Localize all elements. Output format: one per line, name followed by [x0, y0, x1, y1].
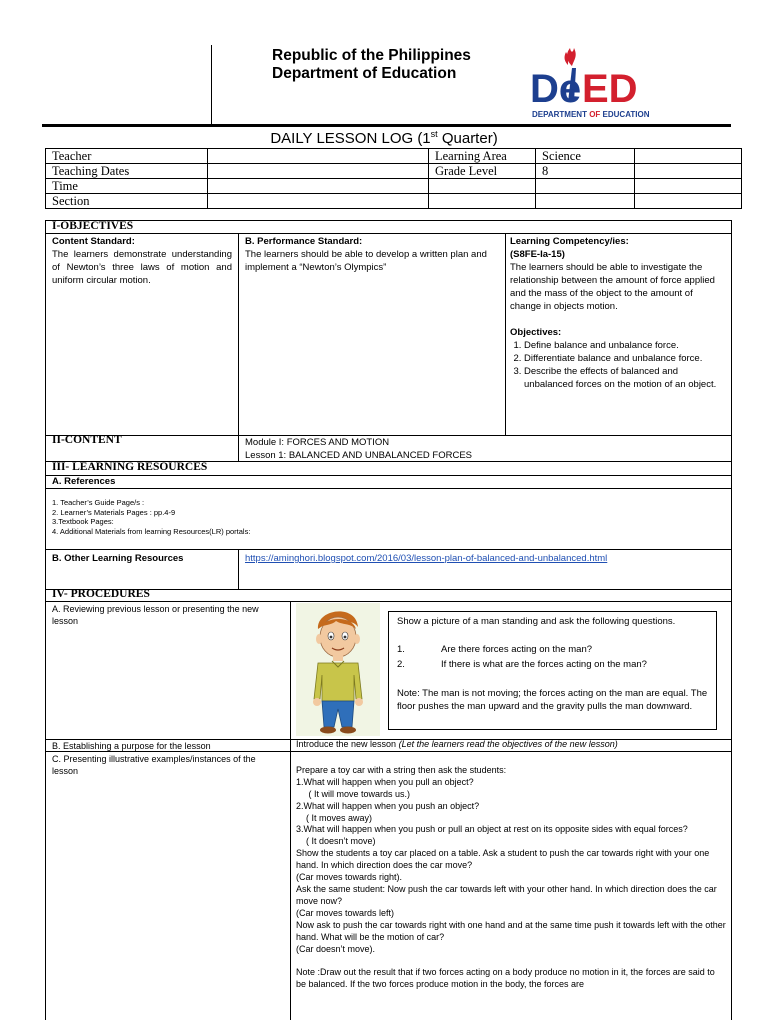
question-2: If there is what are the forces acting on the man?: [441, 659, 647, 670]
header-divider: [211, 45, 212, 127]
performance-standard: [245, 235, 500, 274]
area-label: Learning Area: [429, 149, 536, 164]
list-item: 2. Learner’s Materials Pages : pp.4-9: [52, 507, 176, 517]
performance-standard-text: The learners should be able to develop a written plan and implement a “Newton’s Olympics”: [245, 249, 487, 273]
teacher-value: [208, 149, 429, 164]
section-label: Section: [46, 194, 208, 209]
text-line: [296, 955, 726, 967]
info-table: [45, 148, 742, 209]
question-2-number: 2.: [397, 659, 405, 670]
competency-text: The learners should be able to investigate the relationship between the amount of force applied and the mass of the object to the amount of change in objects motion.: [510, 262, 715, 312]
learning-competency: [510, 235, 724, 391]
performance-standard-title: B. Performance Standard:: [245, 236, 363, 247]
dates-label: Teaching Dates: [46, 164, 208, 179]
references-list: [52, 498, 250, 536]
content-standard-text: The learners demonstrate understanding of Newton’s three laws of motion and uniform circular motion.: [52, 249, 232, 286]
text-line: (Car doesn’t move).: [296, 943, 376, 954]
resources-heading: III- LEARNING RESOURCES: [52, 461, 208, 473]
text-line: 1.What will happen when you pull an object?: [296, 776, 474, 787]
text-line: (Car moves towards left): [296, 907, 395, 918]
header-rule: [42, 124, 731, 127]
grade-value: 8: [536, 164, 635, 179]
time-label: Time: [46, 179, 208, 194]
references-title: A. References: [52, 476, 116, 487]
section-value: [208, 194, 429, 209]
competency-code: (S8FE-Ia-15): [510, 249, 565, 260]
procedure-a-label: A. Reviewing previous lesson or presenting the new lesson: [52, 604, 259, 626]
procedure-c-text: [296, 753, 729, 1003]
text-line: Note :Draw out the result that if two forces acting on a body produce no motion in it, the forces are said to be balanced. If the two forces produce motion in the body, the forces are: [296, 967, 718, 990]
text-line: ( It moves away): [296, 812, 373, 823]
deped-logo: [530, 42, 670, 122]
logo-subtitle: DEPARTMENT OF EDUCATION: [532, 110, 650, 119]
content-lesson: Lesson 1: BALANCED AND UNBALANCED FORCES: [245, 450, 473, 461]
republic-text: Republic of the Philippines: [272, 47, 471, 64]
dates-value: [208, 164, 429, 179]
procedure-b-text: Introduce the new lesson (Let the learners read the objectives of the new lesson): [296, 739, 618, 749]
department-text: Department of Education: [272, 65, 457, 82]
list-item: 1. Teacher’s Guide Page/s :: [52, 498, 145, 507]
teacher-label: Teacher: [46, 149, 208, 164]
text-line: 3.What will happen when you push or pull an object at rest on its opposite sides with equal forces?: [296, 824, 688, 835]
text-line: ( It doesn’t move): [296, 836, 376, 847]
text-line: Prepare a toy car with a string then ask the students:: [296, 764, 507, 775]
procedure-b-label: B. Establishing a purpose for the lesson: [52, 741, 211, 751]
text-line: Now ask to push the car towards right with one hand and at the same time push it towards left with the other hand. What will be the motion of car?: [296, 919, 729, 942]
man-standing-image: [296, 603, 380, 736]
text-line: Ask the same student: Now push the car towards left with your other hand. In which direction does the car move now?: [296, 883, 720, 906]
svg-text:ED: ED: [582, 67, 638, 111]
list-item: 1. Define balance and unbalance force.: [524, 339, 724, 352]
objectives-list: [510, 339, 724, 391]
question-1-number: 1.: [397, 644, 405, 655]
svg-text:De: De: [530, 67, 582, 111]
other-resources-title: B. Other Learning Resources: [52, 553, 184, 564]
text-line: ( It will move towards us.): [296, 788, 411, 799]
procedure-c-label: C. Presenting illustrative examples/instances of the lesson: [52, 754, 256, 776]
question-intro: Show a picture of a man standing and ask the following questions.: [397, 616, 676, 627]
area-value: Science: [536, 149, 635, 164]
question-box: [388, 611, 717, 730]
content-standard: [52, 235, 232, 287]
question-1: Are there forces acting on the man?: [441, 644, 593, 655]
competency-title: Learning Competency/ies:: [510, 236, 629, 247]
time-value: [208, 179, 429, 194]
question-note: Note: The man is not moving; the forces acting on the man are equal. The floor pushes the man upward and the gravity pulls the man downward.: [397, 688, 708, 713]
content-standard-title: Content Standard:: [52, 236, 135, 247]
other-resources-link[interactable]: https://aminghori.blogspot.com/2016/03/lesson-plan-of-balanced-and-unbalanced.html: [245, 553, 608, 564]
list-item: 3.Textbook Pages:: [52, 517, 114, 526]
procedures-heading: IV- PROCEDURES: [52, 588, 150, 600]
text-line: Show the students a toy car placed on a table. Ask a student to push the car towards right with your one hand. In which direction does the car move?: [296, 848, 712, 871]
list-item: 3. Describe the effects of balanced and unbalanced forces on the motion of an object.: [524, 365, 724, 391]
content-module: Module I: FORCES AND MOTION: [245, 437, 390, 448]
page-title: DAILY LESSON LOG (1st Quarter): [270, 129, 498, 147]
list-item: 4. Additional Materials from learning Resources(LR) portals:: [52, 526, 251, 536]
list-item: 2. Differentiate balance and unbalance force.: [524, 352, 724, 365]
objectives-title: Objectives:: [510, 327, 562, 338]
text-line: 2.What will happen when you push an object?: [296, 800, 480, 811]
text-line: (Car moves towards right).: [296, 872, 403, 883]
content-heading: II-CONTENT: [52, 434, 122, 446]
grade-label: Grade Level: [429, 164, 536, 179]
objectives-heading: I-OBJECTIVES: [52, 220, 134, 232]
